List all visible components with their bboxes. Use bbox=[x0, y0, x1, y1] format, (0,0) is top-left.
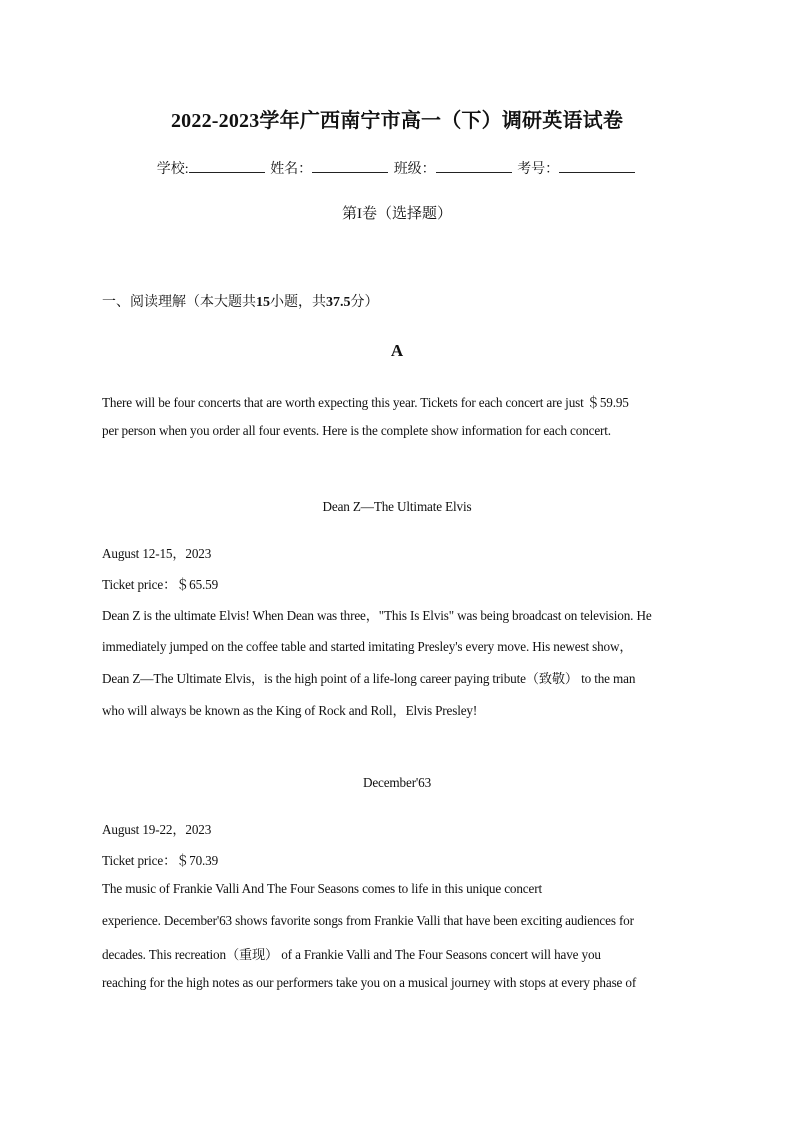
volume-heading: 第I卷（选择题） bbox=[342, 206, 452, 222]
exam-title: 2022-2023学年广西南宁市高一（下）调研英语试卷 bbox=[170, 110, 624, 132]
class-blank bbox=[436, 158, 512, 173]
concert-dates: August 12-15，2023 bbox=[102, 546, 212, 561]
concert-title: December'63 bbox=[362, 775, 432, 790]
concert-description-line: who will always be known as the King of Rock and Roll，Elvis Presley! bbox=[102, 703, 478, 718]
concert-description-line: The music of Frankie Valli And The Four Seasons comes to life in this unique concert bbox=[102, 881, 542, 896]
student-info-row bbox=[0, 158, 794, 178]
class-label: 班级： bbox=[393, 162, 436, 177]
section-question-count: 15 bbox=[256, 295, 270, 310]
exam-number-label: 考号： bbox=[517, 162, 560, 177]
concert-description-line: reaching for the high notes as our performers take you on a musical journey with stops at every phase of bbox=[102, 975, 637, 990]
section-suffix: 分） bbox=[350, 295, 379, 310]
name-label: 姓名： bbox=[270, 162, 313, 177]
concert-price: Ticket price：＄70.39 bbox=[102, 853, 219, 868]
section-points: 37.5 bbox=[326, 295, 351, 310]
concert-dates: August 19-22，2023 bbox=[102, 822, 212, 837]
concert-description-line: decades. This recreation（重现） of a Frankie Valli and The Four Seasons concert will have you bbox=[102, 947, 601, 962]
passage-letter: A bbox=[390, 341, 404, 360]
school-label: 学校: bbox=[156, 162, 189, 177]
section-prefix: 一、阅读理解（本大题共 bbox=[102, 295, 256, 310]
concert-price: Ticket price：＄65.59 bbox=[102, 577, 219, 592]
intro-line: There will be four concerts that are worth expecting this year. Tickets for each concert are just ＄59.95 bbox=[102, 395, 629, 410]
section-mid: 小题，共 bbox=[270, 295, 326, 310]
section-heading bbox=[102, 291, 379, 311]
concert-description-line: experience. December'63 shows favorite songs from Frankie Valli that have been exciting audiences for bbox=[102, 913, 634, 928]
intro-line: per person when you order all four events. Here is the complete show information for each concert. bbox=[102, 423, 611, 438]
name-blank bbox=[312, 158, 388, 173]
concert-description-line: Dean Z—The Ultimate Elvis，is the high point of a life-long career paying tribute（致敬） to the man bbox=[102, 671, 636, 686]
exam-number-blank bbox=[559, 158, 635, 173]
concert-title: Dean Z—The Ultimate Elvis bbox=[322, 499, 472, 514]
concert-description-line: immediately jumped on the coffee table and started imitating Presley's every move. His newest show， bbox=[102, 639, 633, 654]
concert-description-line: Dean Z is the ultimate Elvis! When Dean was three，"This Is Elvis" was being broadcast on television. He bbox=[102, 608, 652, 623]
school-blank bbox=[189, 158, 265, 173]
